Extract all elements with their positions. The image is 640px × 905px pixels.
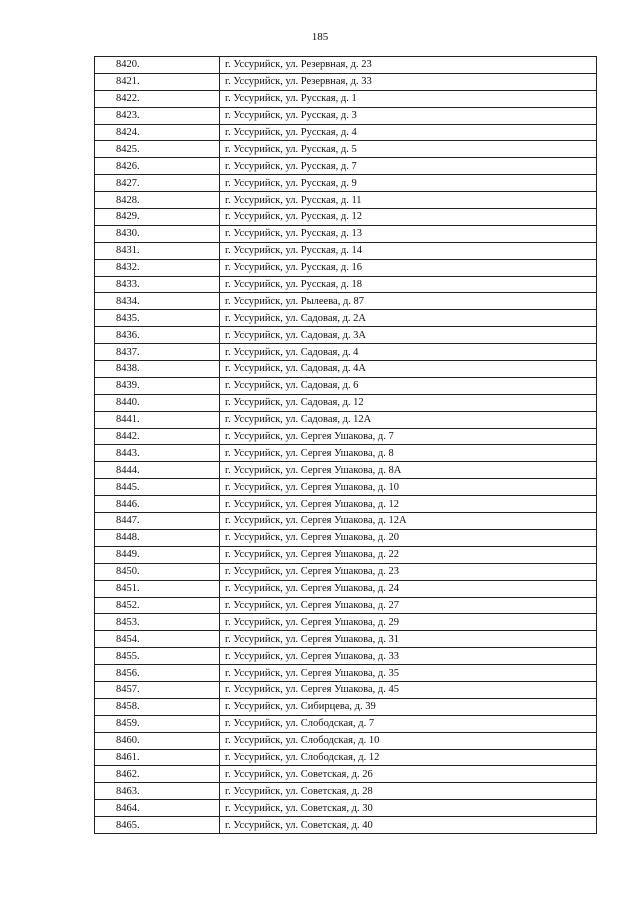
table-row xyxy=(95,327,597,344)
table-row xyxy=(95,259,597,276)
row-number-cell: 8452. xyxy=(95,597,220,614)
table-row xyxy=(95,361,597,378)
row-number-cell: 8441. xyxy=(95,411,220,428)
row-number-cell: 8438. xyxy=(95,361,220,378)
table-row xyxy=(95,513,597,530)
table-row xyxy=(95,192,597,209)
address-cell: г. Уссурийск, ул. Сергея Ушакова, д. 8 xyxy=(220,445,597,462)
table-row xyxy=(95,158,597,175)
address-cell: г. Уссурийск, ул. Садовая, д. 4А xyxy=(220,361,597,378)
table-row xyxy=(95,57,597,74)
table-row xyxy=(95,73,597,90)
row-number-cell: 8443. xyxy=(95,445,220,462)
address-cell: г. Уссурийск, ул. Сергея Ушакова, д. 45 xyxy=(220,681,597,698)
address-cell: г. Уссурийск, ул. Сергея Ушакова, д. 31 xyxy=(220,631,597,648)
row-number-cell: 8435. xyxy=(95,310,220,327)
row-number-cell: 8437. xyxy=(95,344,220,361)
table-row xyxy=(95,276,597,293)
address-cell: г. Уссурийск, ул. Русская, д. 12 xyxy=(220,209,597,226)
table-row xyxy=(95,479,597,496)
table-row xyxy=(95,124,597,141)
address-cell: г. Уссурийск, ул. Садовая, д. 12 xyxy=(220,394,597,411)
table-row xyxy=(95,377,597,394)
table-row xyxy=(95,394,597,411)
row-number-cell: 8428. xyxy=(95,192,220,209)
row-number-cell: 8444. xyxy=(95,462,220,479)
row-number-cell: 8423. xyxy=(95,107,220,124)
address-cell: г. Уссурийск, ул. Русская, д. 13 xyxy=(220,225,597,242)
table-row xyxy=(95,715,597,732)
row-number-cell: 8420. xyxy=(95,57,220,74)
address-cell: г. Уссурийск, ул. Резервная, д. 23 xyxy=(220,57,597,74)
row-number-cell: 8427. xyxy=(95,175,220,192)
address-cell: г. Уссурийск, ул. Сергея Ушакова, д. 12 xyxy=(220,496,597,513)
table-row xyxy=(95,141,597,158)
row-number-cell: 8440. xyxy=(95,394,220,411)
address-cell: г. Уссурийск, ул. Советская, д. 30 xyxy=(220,800,597,817)
row-number-cell: 8426. xyxy=(95,158,220,175)
table-row xyxy=(95,529,597,546)
table-row xyxy=(95,90,597,107)
table-row xyxy=(95,496,597,513)
table-row xyxy=(95,462,597,479)
row-number-cell: 8450. xyxy=(95,563,220,580)
table-row xyxy=(95,546,597,563)
row-number-cell: 8424. xyxy=(95,124,220,141)
address-cell: г. Уссурийск, ул. Слободская, д. 10 xyxy=(220,732,597,749)
address-cell: г. Уссурийск, ул. Сергея Ушакова, д. 10 xyxy=(220,479,597,496)
address-cell: г. Уссурийск, ул. Сергея Ушакова, д. 20 xyxy=(220,529,597,546)
row-number-cell: 8456. xyxy=(95,665,220,682)
address-cell: г. Уссурийск, ул. Русская, д. 5 xyxy=(220,141,597,158)
row-number-cell: 8442. xyxy=(95,428,220,445)
row-number-cell: 8465. xyxy=(95,817,220,834)
table-row xyxy=(95,783,597,800)
table-row xyxy=(95,242,597,259)
address-cell: г. Уссурийск, ул. Садовая, д. 6 xyxy=(220,377,597,394)
table-row xyxy=(95,580,597,597)
address-cell: г. Уссурийск, ул. Советская, д. 28 xyxy=(220,783,597,800)
address-cell: г. Уссурийск, ул. Сергея Ушакова, д. 22 xyxy=(220,546,597,563)
row-number-cell: 8464. xyxy=(95,800,220,817)
table-row xyxy=(95,344,597,361)
table-row xyxy=(95,800,597,817)
row-number-cell: 8455. xyxy=(95,648,220,665)
address-cell: г. Уссурийск, ул. Советская, д. 26 xyxy=(220,766,597,783)
table-row xyxy=(95,614,597,631)
row-number-cell: 8434. xyxy=(95,293,220,310)
address-cell: г. Уссурийск, ул. Русская, д. 14 xyxy=(220,242,597,259)
row-number-cell: 8425. xyxy=(95,141,220,158)
row-number-cell: 8451. xyxy=(95,580,220,597)
row-number-cell: 8463. xyxy=(95,783,220,800)
address-cell: г. Уссурийск, ул. Резервная, д. 33 xyxy=(220,73,597,90)
address-cell: г. Уссурийск, ул. Садовая, д. 2А xyxy=(220,310,597,327)
address-cell: г. Уссурийск, ул. Русская, д. 7 xyxy=(220,158,597,175)
table-row xyxy=(95,648,597,665)
address-cell: г. Уссурийск, ул. Сергея Ушакова, д. 35 xyxy=(220,665,597,682)
row-number-cell: 8453. xyxy=(95,614,220,631)
address-cell: г. Уссурийск, ул. Садовая, д. 12А xyxy=(220,411,597,428)
address-cell: г. Уссурийск, ул. Советская, д. 40 xyxy=(220,817,597,834)
address-cell: г. Уссурийск, ул. Сергея Ушакова, д. 24 xyxy=(220,580,597,597)
table-row xyxy=(95,209,597,226)
address-cell: г. Уссурийск, ул. Сибирцева, д. 39 xyxy=(220,698,597,715)
table-row xyxy=(95,732,597,749)
address-cell: г. Уссурийск, ул. Садовая, д. 4 xyxy=(220,344,597,361)
row-number-cell: 8430. xyxy=(95,225,220,242)
table-row xyxy=(95,225,597,242)
row-number-cell: 8460. xyxy=(95,732,220,749)
row-number-cell: 8429. xyxy=(95,209,220,226)
table-row xyxy=(95,428,597,445)
address-cell: г. Уссурийск, ул. Слободская, д. 12 xyxy=(220,749,597,766)
address-cell: г. Уссурийск, ул. Русская, д. 1 xyxy=(220,90,597,107)
address-cell: г. Уссурийск, ул. Русская, д. 11 xyxy=(220,192,597,209)
row-number-cell: 8433. xyxy=(95,276,220,293)
table-row xyxy=(95,817,597,834)
address-cell: г. Уссурийск, ул. Садовая, д. 3А xyxy=(220,327,597,344)
page-number: 185 xyxy=(311,31,329,43)
address-cell: г. Уссурийск, ул. Рылеева, д. 87 xyxy=(220,293,597,310)
row-number-cell: 8431. xyxy=(95,242,220,259)
row-number-cell: 8421. xyxy=(95,73,220,90)
address-cell: г. Уссурийск, ул. Русская, д. 9 xyxy=(220,175,597,192)
table-row xyxy=(95,310,597,327)
row-number-cell: 8449. xyxy=(95,546,220,563)
address-cell: г. Уссурийск, ул. Сергея Ушакова, д. 29 xyxy=(220,614,597,631)
row-number-cell: 8422. xyxy=(95,90,220,107)
row-number-cell: 8448. xyxy=(95,529,220,546)
table-row xyxy=(95,293,597,310)
table-row xyxy=(95,445,597,462)
table-row xyxy=(95,681,597,698)
row-number-cell: 8462. xyxy=(95,766,220,783)
row-number-cell: 8439. xyxy=(95,377,220,394)
row-number-cell: 8436. xyxy=(95,327,220,344)
table-row xyxy=(95,665,597,682)
address-cell: г. Уссурийск, ул. Сергея Ушакова, д. 23 xyxy=(220,563,597,580)
table-row xyxy=(95,107,597,124)
address-cell: г. Уссурийск, ул. Сергея Ушакова, д. 7 xyxy=(220,428,597,445)
table-row xyxy=(95,631,597,648)
table-row xyxy=(95,749,597,766)
table-row xyxy=(95,698,597,715)
table-row xyxy=(95,563,597,580)
address-cell: г. Уссурийск, ул. Слободская, д. 7 xyxy=(220,715,597,732)
address-cell: г. Уссурийск, ул. Русская, д. 3 xyxy=(220,107,597,124)
row-number-cell: 8445. xyxy=(95,479,220,496)
address-cell: г. Уссурийск, ул. Сергея Ушакова, д. 12А xyxy=(220,513,597,530)
address-table xyxy=(94,56,597,834)
address-cell: г. Уссурийск, ул. Сергея Ушакова, д. 8А xyxy=(220,462,597,479)
row-number-cell: 8459. xyxy=(95,715,220,732)
table-row xyxy=(95,766,597,783)
address-cell: г. Уссурийск, ул. Сергея Ушакова, д. 27 xyxy=(220,597,597,614)
address-cell: г. Уссурийск, ул. Русская, д. 16 xyxy=(220,259,597,276)
address-cell: г. Уссурийск, ул. Сергея Ушакова, д. 33 xyxy=(220,648,597,665)
row-number-cell: 8454. xyxy=(95,631,220,648)
address-cell: г. Уссурийск, ул. Русская, д. 18 xyxy=(220,276,597,293)
address-cell: г. Уссурийск, ул. Русская, д. 4 xyxy=(220,124,597,141)
row-number-cell: 8458. xyxy=(95,698,220,715)
row-number-cell: 8457. xyxy=(95,681,220,698)
table-row xyxy=(95,411,597,428)
row-number-cell: 8432. xyxy=(95,259,220,276)
table-row xyxy=(95,175,597,192)
row-number-cell: 8461. xyxy=(95,749,220,766)
row-number-cell: 8447. xyxy=(95,513,220,530)
address-table-body xyxy=(95,57,597,834)
row-number-cell: 8446. xyxy=(95,496,220,513)
table-row xyxy=(95,597,597,614)
